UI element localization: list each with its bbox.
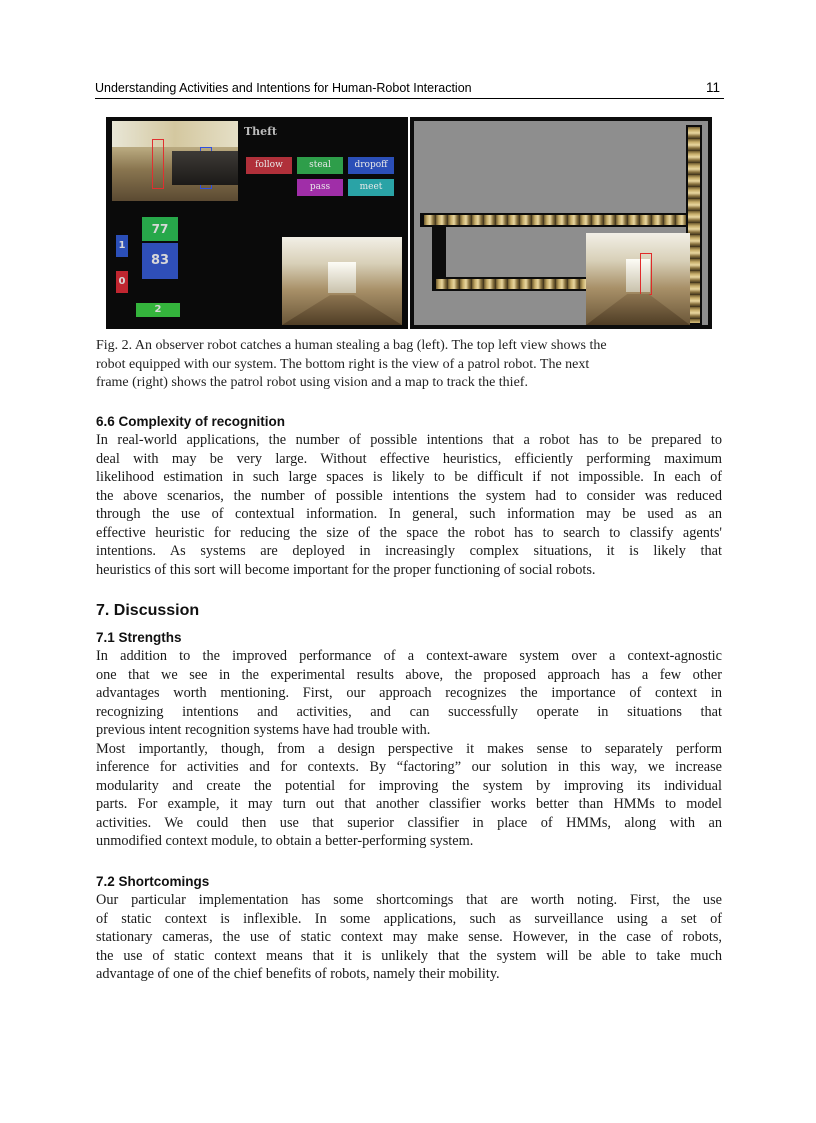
section-heading-7: 7. Discussion	[96, 602, 200, 619]
text-line: likelihood estimation in such large spaces is likely to be difficult if not impossible. In each of	[96, 469, 722, 485]
text-line: unmodified context module, to obtain a better-performing system.	[96, 833, 474, 849]
figure-caption	[96, 337, 724, 393]
observer-camera-view	[112, 121, 238, 201]
text-line: In real-world applications, the number of possible intentions that a robot has to be prepared to	[96, 432, 722, 448]
hud-action-dropoff: dropoff	[348, 157, 394, 174]
paragraph-6-6	[96, 431, 722, 579]
floor-map	[414, 121, 708, 325]
text-line: parts. For example, it may turn out that another classifier works better than HMMs to model	[96, 796, 722, 812]
running-header	[95, 80, 724, 99]
hud-bar-small-red: 0	[116, 271, 128, 293]
text-line: one that we see in the experimental results above, the proposed approach has a few other	[96, 666, 722, 683]
hud-title: Theft	[244, 125, 277, 138]
figure-map-tracking	[410, 117, 712, 329]
text-line: deal with may be very large. Without effective heuristics, efficiently performing maximum	[96, 450, 722, 467]
map-corridor-texture-bottom	[436, 279, 588, 289]
figure-observer-view	[106, 117, 408, 329]
caption-line: robot equipped with our system. The bottom right is the view of a patrol robot. The next	[96, 356, 590, 372]
caption-line: Fig. 2. An observer robot catches a human stealing a bag (left). The top left view shows the	[96, 338, 607, 353]
text-line: the use of static context means that it is unlikely that the system will be able to take much	[96, 947, 722, 964]
text-line: inference for activities and for contexts. By “factoring” our solution in this way, we increase	[96, 759, 722, 775]
hud-bar-dropoff: 83	[142, 243, 178, 279]
section-heading-7-2: 7.2 Shortcomings	[96, 874, 210, 889]
text-line: Most importantly, though, from a design perspective it makes sense to separately perform	[96, 740, 722, 757]
hud-action-steal: steal	[297, 157, 343, 174]
hud-action-meet: meet	[348, 179, 394, 196]
hud-action-pass: pass	[297, 179, 343, 196]
section-heading-7-1: 7.1 Strengths	[96, 630, 182, 645]
text-line: recognizing intentions and activities, and can successfully operate in situations that	[96, 703, 722, 720]
paragraph-7-2	[96, 891, 722, 984]
caption-line: frame (right) shows the patrol robot using vision and a map to track the thief.	[96, 375, 528, 390]
page-number: 11	[705, 80, 720, 95]
paragraph-7-1	[96, 647, 722, 851]
text-line: heuristics of this sort will become important for the proper functioning of social robots.	[96, 561, 596, 578]
hud-bar-steal: 77	[142, 217, 178, 241]
text-line: the above scenarios, the number of possible intentions the system had to consider was reduced	[96, 487, 722, 504]
text-line: effective heuristic for reducing the size of the space the robot has to search to classify agents'	[96, 524, 722, 541]
text-line: intentions. As systems are deployed in increasingly complex situations, it is likely that	[96, 543, 722, 559]
tracking-box-blue	[200, 147, 212, 189]
hud-action-follow: follow	[246, 157, 292, 174]
section-heading-6-6: 6.6 Complexity of recognition	[96, 414, 286, 429]
text-line: Our particular implementation has some shortcomings that are worth noting. First, the use	[96, 892, 722, 908]
text-line: In addition to the improved performance of a context-aware system over a context-agnostic	[96, 648, 722, 664]
running-title: Understanding Activities and Intentions for Human-Robot Interaction	[95, 81, 472, 95]
text-line: through the use of contextual information. In general, such information may be used as an	[96, 506, 722, 522]
tracking-box-red	[152, 139, 164, 189]
text-line: previous intent recognition systems have had trouble with.	[96, 722, 431, 738]
thief-tracking-box	[640, 253, 652, 295]
text-line: of static context is inflexible. In some applications, such as surveillance using a set of	[96, 910, 722, 927]
text-line: advantage of one of the chief benefits of robots, namely their mobility.	[96, 966, 500, 982]
map-corridor-texture-top	[424, 215, 694, 225]
map-patrol-camera-view	[586, 233, 690, 325]
text-line: activities. We could then use that superior classifier in place of HMMs, along with an	[96, 814, 722, 831]
hud-bar-small-blue: 1	[116, 235, 128, 257]
text-line: modularity and create the potential for improving the system by improving its individual	[96, 777, 722, 794]
text-line: stationary cameras, the use of static context may make sense. However, in the case of robots,	[96, 929, 722, 945]
text-line: advantages worth mentioning. First, our approach recognizes the importance of context in	[96, 685, 722, 701]
hud-bar-bottom-green: 2	[136, 303, 180, 317]
patrol-camera-view	[282, 237, 402, 325]
